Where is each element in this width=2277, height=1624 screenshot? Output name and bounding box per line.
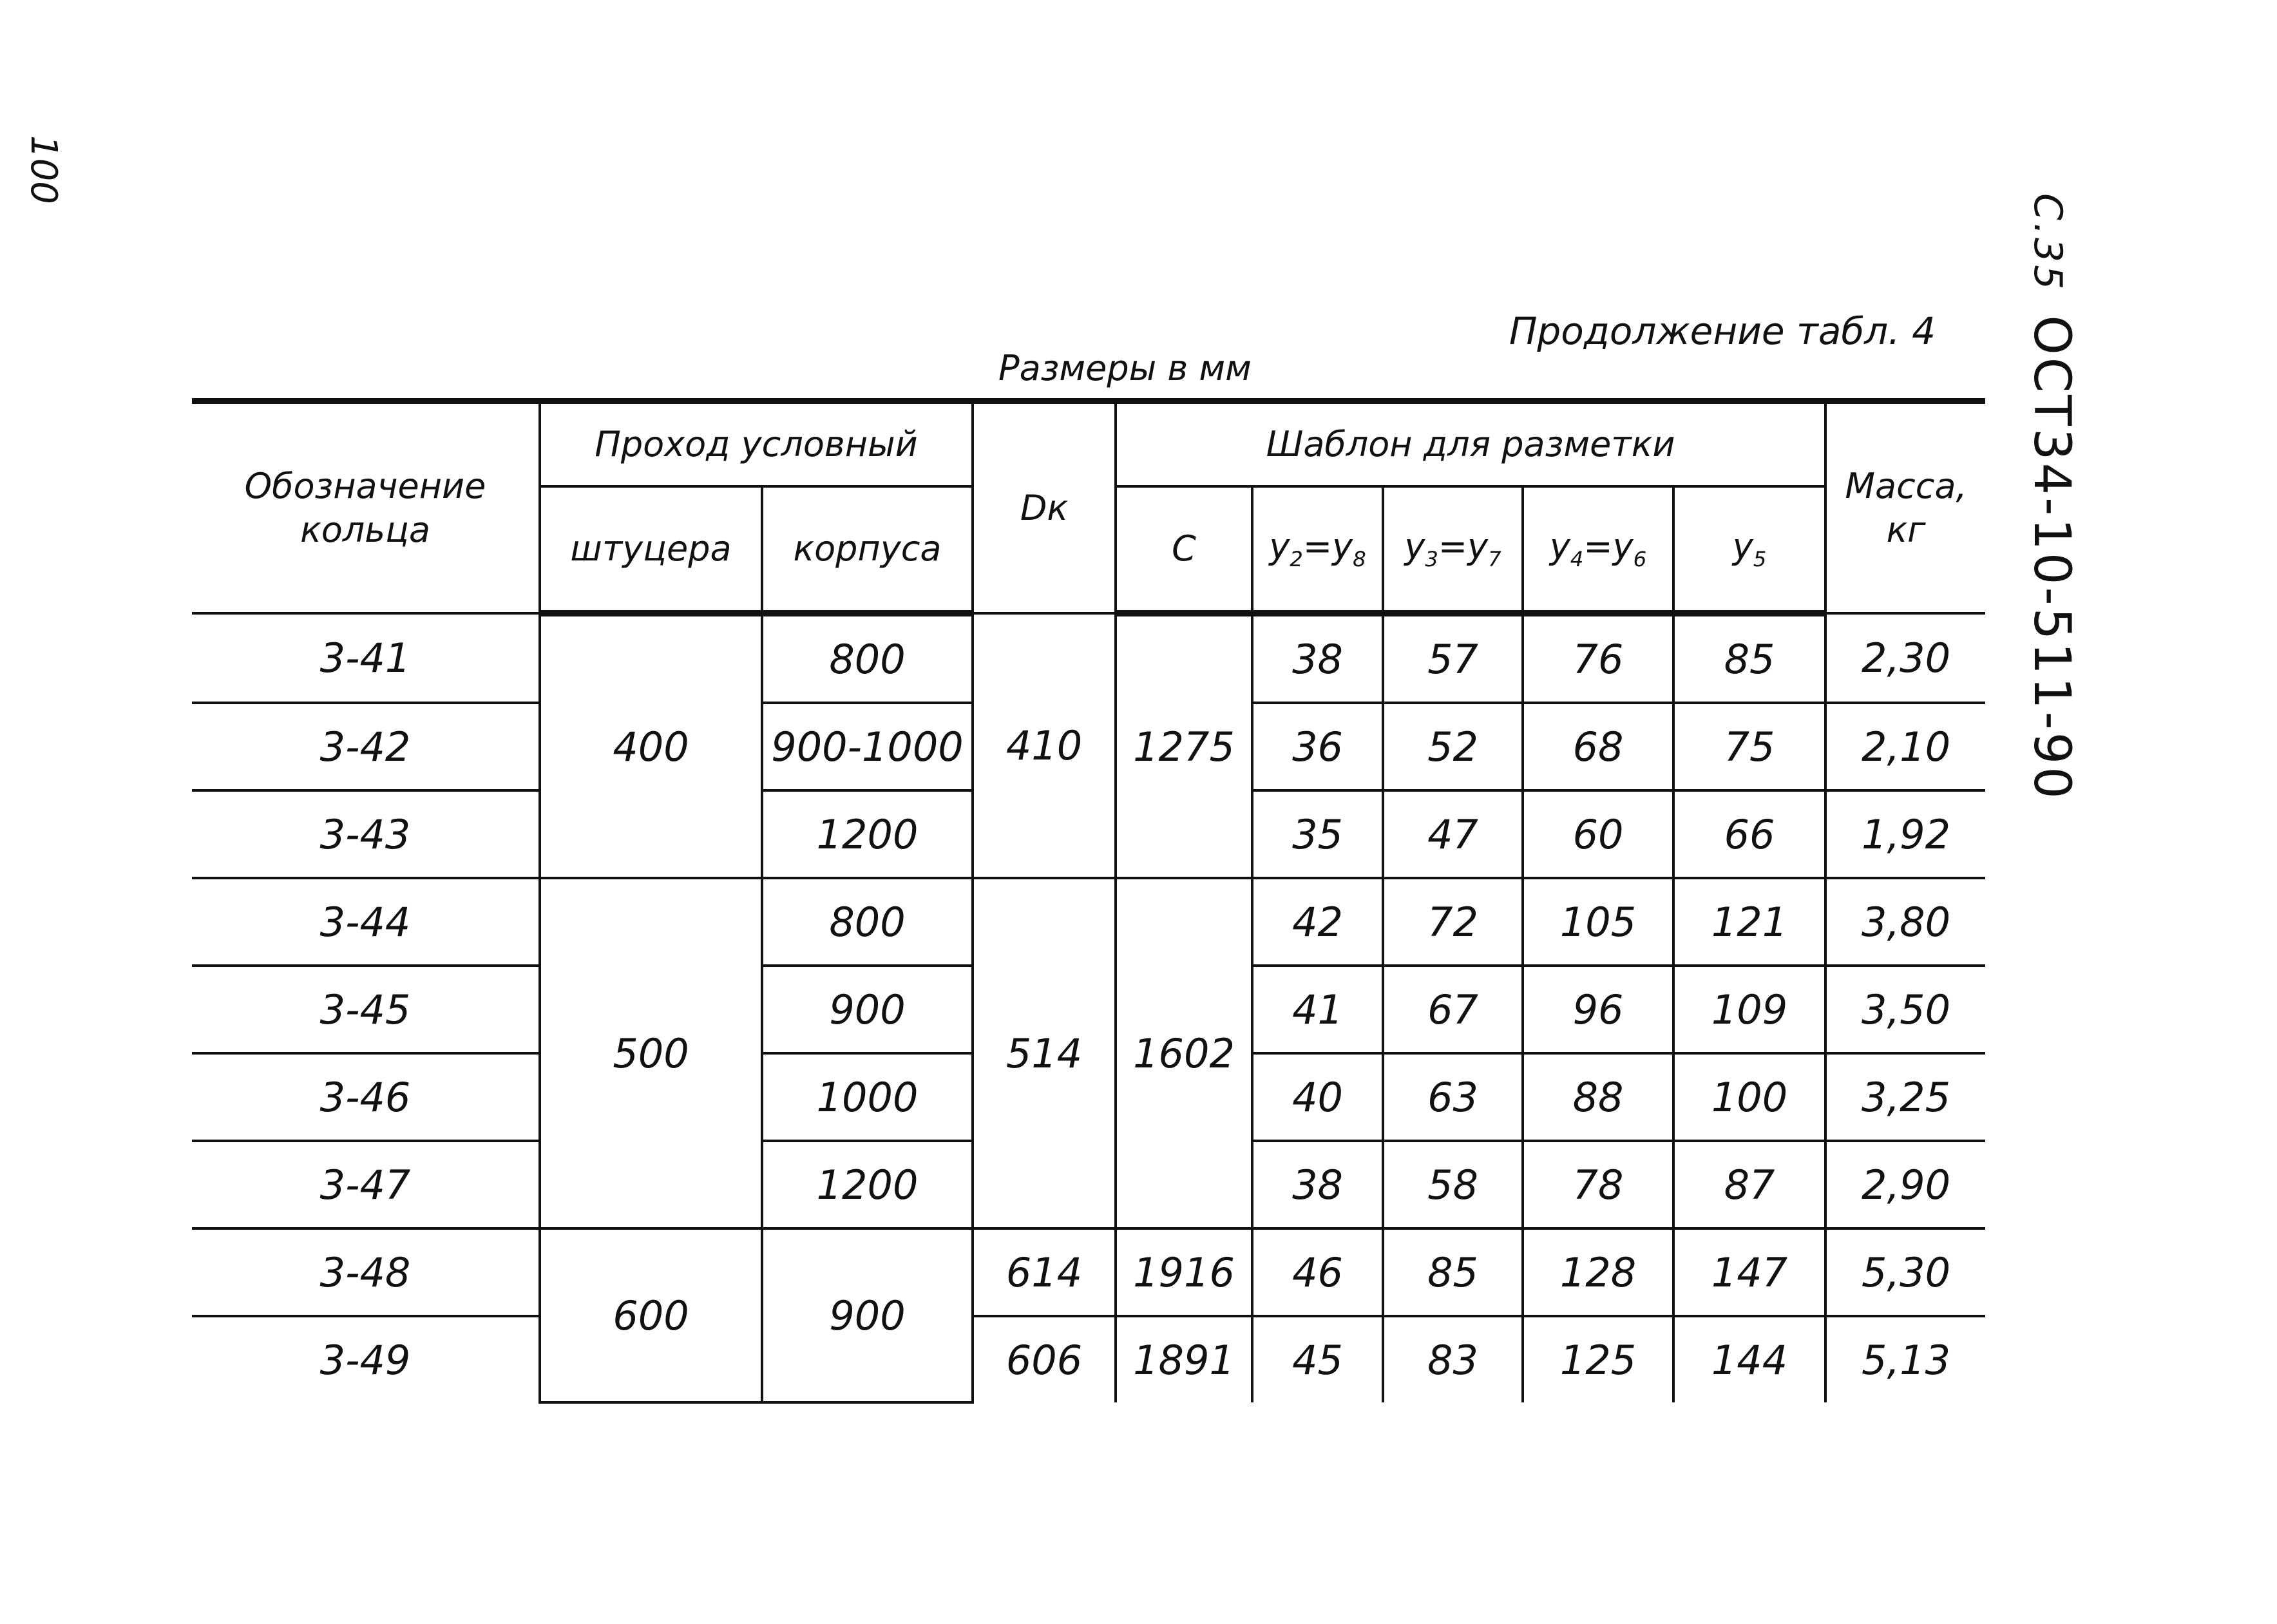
y37-cell: 63 bbox=[1383, 1053, 1523, 1141]
ring-cell: 3-41 bbox=[192, 613, 540, 703]
header-y5: $y_5$ bbox=[1673, 486, 1825, 613]
y37-cell: 83 bbox=[1383, 1316, 1523, 1402]
header-template: Шаблон для разметки bbox=[1116, 401, 1825, 487]
ring-cell: 3-44 bbox=[192, 878, 540, 966]
fitting-cell: 400 bbox=[540, 613, 762, 878]
header-y2-y8: $y_2=y_8$ bbox=[1252, 486, 1383, 613]
mass-cell: 2,90 bbox=[1825, 1141, 1985, 1228]
header-body: корпуса bbox=[762, 486, 973, 613]
ring-cell: 3-48 bbox=[192, 1228, 540, 1316]
body-cell: 900 bbox=[762, 966, 973, 1053]
mass-cell: 3,80 bbox=[1825, 878, 1985, 966]
y46-cell: 96 bbox=[1523, 966, 1673, 1053]
y5-cell: 121 bbox=[1673, 878, 1825, 966]
header-dk: Dк bbox=[973, 401, 1116, 614]
document-standard: ОСТ34-10-511-90 bbox=[2023, 315, 2081, 801]
ring-dimensions-table bbox=[192, 398, 1985, 1404]
y46-cell: 78 bbox=[1523, 1141, 1673, 1228]
dk-cell: 614 bbox=[973, 1228, 1116, 1316]
dk-cell: 514 bbox=[973, 878, 1116, 1228]
y28-cell: 45 bbox=[1252, 1316, 1383, 1402]
body-cell: 1000 bbox=[762, 1053, 973, 1141]
c-cell: 1602 bbox=[1116, 878, 1252, 1228]
y46-cell: 60 bbox=[1523, 790, 1673, 878]
document-code bbox=[2023, 193, 2081, 801]
y46-cell: 105 bbox=[1523, 878, 1673, 966]
units-label: Размеры в мм bbox=[998, 348, 1252, 388]
ring-cell: 3-43 bbox=[192, 790, 540, 878]
y5-cell: 100 bbox=[1673, 1053, 1825, 1141]
mass-cell: 5,13 bbox=[1825, 1316, 1985, 1402]
y28-cell: 40 bbox=[1252, 1053, 1383, 1141]
fitting-cell: 500 bbox=[540, 878, 762, 1228]
y37-cell: 52 bbox=[1383, 703, 1523, 790]
mass-cell: 2,10 bbox=[1825, 703, 1985, 790]
y37-cell: 85 bbox=[1383, 1228, 1523, 1316]
y46-cell: 88 bbox=[1523, 1053, 1673, 1141]
y28-cell: 36 bbox=[1252, 703, 1383, 790]
y5-cell: 75 bbox=[1673, 703, 1825, 790]
body-cell: 900-1000 bbox=[762, 703, 973, 790]
mass-cell: 5,30 bbox=[1825, 1228, 1985, 1316]
y5-cell: 144 bbox=[1673, 1316, 1825, 1402]
page-number: 100 bbox=[23, 135, 64, 204]
y5-cell: 87 bbox=[1673, 1141, 1825, 1228]
y5-cell: 109 bbox=[1673, 966, 1825, 1053]
body-cell: 800 bbox=[762, 878, 973, 966]
body-cell: 1200 bbox=[762, 790, 973, 878]
header-y4-y6: $y_4=y_6$ bbox=[1523, 486, 1673, 613]
y37-cell: 72 bbox=[1383, 878, 1523, 966]
table-row bbox=[192, 613, 1985, 703]
body-cell: 1200 bbox=[762, 1141, 973, 1228]
header-passage: Проход условный bbox=[540, 401, 973, 487]
header-y3-y7: $y_3=y_7$ bbox=[1383, 486, 1523, 613]
y37-cell: 57 bbox=[1383, 613, 1523, 703]
header-ring: Обозначение кольца bbox=[192, 401, 540, 614]
y28-cell: 41 bbox=[1252, 966, 1383, 1053]
y28-cell: 42 bbox=[1252, 878, 1383, 966]
c-cell: 1275 bbox=[1116, 613, 1252, 878]
y5-cell: 66 bbox=[1673, 790, 1825, 878]
fitting-cell: 600 bbox=[540, 1228, 762, 1402]
header-fitting: штуцера bbox=[540, 486, 762, 613]
y5-cell: 147 bbox=[1673, 1228, 1825, 1316]
c-cell: 1916 bbox=[1116, 1228, 1252, 1316]
body-cell: 800 bbox=[762, 613, 973, 703]
table-row bbox=[192, 1228, 1985, 1316]
document-page-ref: С.35 bbox=[2025, 193, 2070, 292]
ring-cell: 3-42 bbox=[192, 703, 540, 790]
mass-cell: 3,50 bbox=[1825, 966, 1985, 1053]
y37-cell: 67 bbox=[1383, 966, 1523, 1053]
ring-cell: 3-45 bbox=[192, 966, 540, 1053]
mass-cell: 1,92 bbox=[1825, 790, 1985, 878]
y37-cell: 47 bbox=[1383, 790, 1523, 878]
y46-cell: 125 bbox=[1523, 1316, 1673, 1402]
body-cell: 900 bbox=[762, 1228, 973, 1402]
y37-cell: 58 bbox=[1383, 1141, 1523, 1228]
y46-cell: 128 bbox=[1523, 1228, 1673, 1316]
y46-cell: 68 bbox=[1523, 703, 1673, 790]
header-c: С bbox=[1116, 486, 1252, 613]
table-continuation-label: Продолжение табл. 4 bbox=[1509, 309, 1936, 353]
y28-cell: 38 bbox=[1252, 1141, 1383, 1228]
table-row bbox=[192, 878, 1985, 966]
mass-cell: 2,30 bbox=[1825, 613, 1985, 703]
y28-cell: 38 bbox=[1252, 613, 1383, 703]
ring-cell: 3-47 bbox=[192, 1141, 540, 1228]
table-row bbox=[192, 1316, 1985, 1402]
ring-cell: 3-49 bbox=[192, 1316, 540, 1402]
c-cell: 1891 bbox=[1116, 1316, 1252, 1402]
y5-cell: 85 bbox=[1673, 613, 1825, 703]
y46-cell: 76 bbox=[1523, 613, 1673, 703]
ring-cell: 3-46 bbox=[192, 1053, 540, 1141]
dk-cell: 606 bbox=[973, 1316, 1116, 1402]
y28-cell: 35 bbox=[1252, 790, 1383, 878]
mass-cell: 3,25 bbox=[1825, 1053, 1985, 1141]
header-mass: Масса, кг bbox=[1825, 401, 1985, 614]
dk-cell: 410 bbox=[973, 613, 1116, 878]
y28-cell: 46 bbox=[1252, 1228, 1383, 1316]
